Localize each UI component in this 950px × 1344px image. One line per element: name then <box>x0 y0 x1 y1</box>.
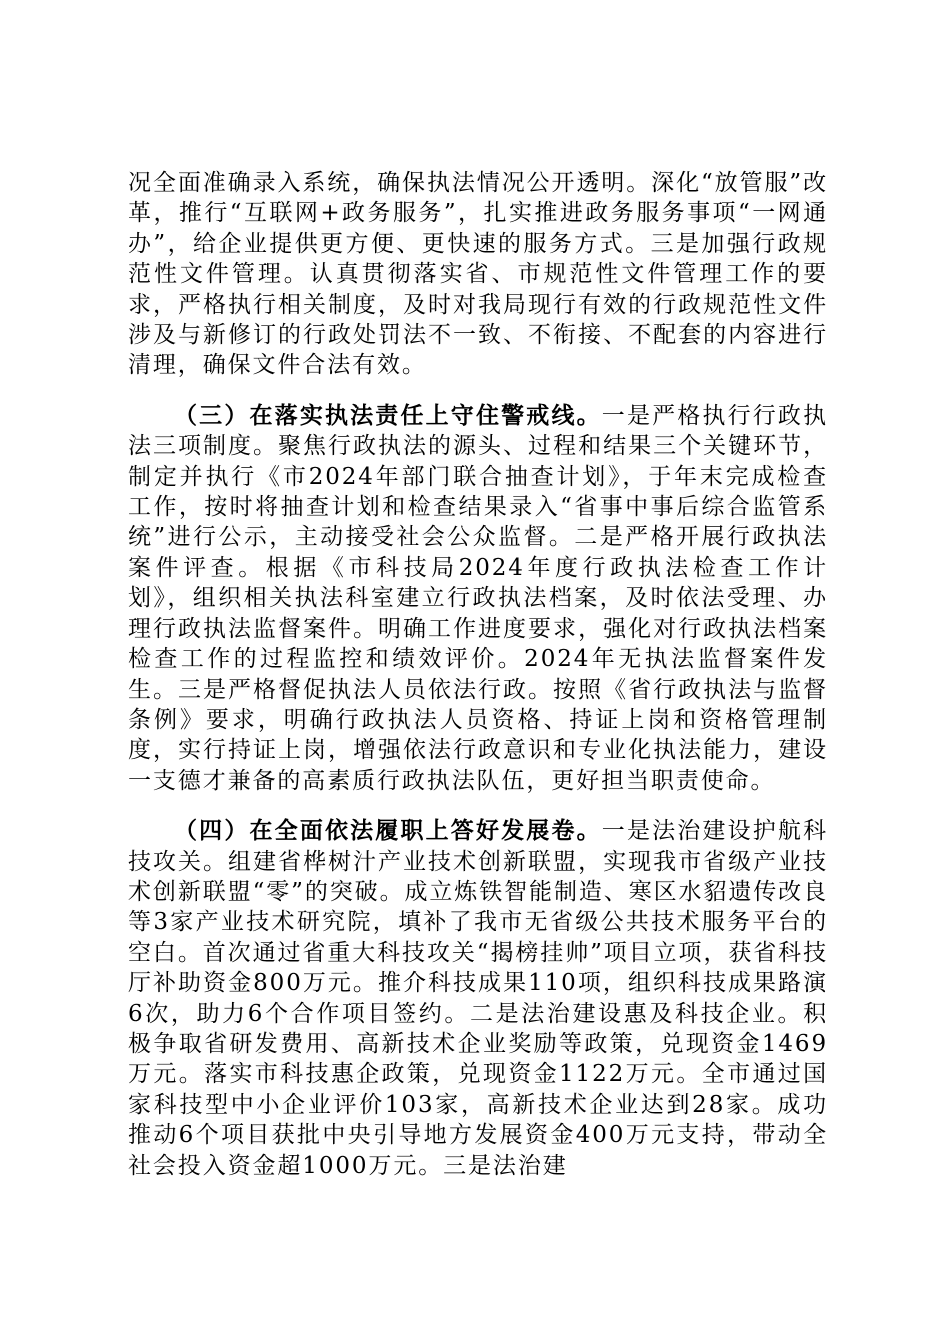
section-three-heading: （三）在落实执法责任上守住警戒线。 <box>174 401 602 429</box>
paragraph-section-three <box>128 401 828 796</box>
paragraph-text: 况全面准确录入系统，确保执法情况公开透明。深化“放管服”改革，推行“互联网+政务服务”，扎实推进政务服务事项“一网通办”，给企业提供更方便、更快速的服务方式。三是加强行政规范性文件管理。认真贯彻落实省、市规范性文件管理工作的要求，严格执行相关制度，及时对我局现行有效的行政规范性文件涉及与新修订的行政处罚法不一致、不衔接、不配套的内容进行清理，确保文件合法有效。 <box>128 170 828 379</box>
section-four-heading: （四）在全面依法履职上答好发展卷。 <box>174 817 602 845</box>
section-four-text: 一是法治建设护航科技攻关。组建省桦树汁产业技术创新联盟，实现我市省级产业技术创新联盟“零”的突破。成立炼铁智能制造、寒区水貂遗传改良等3家产业技术研究院，填补了我市无省级公共技术服务平台的空白。首次通过省重大科技攻关“揭榜挂帅”项目立项，获省科技厅补助资金800万元。推介科技成果110项，组织科技成果路演6次，助力6个合作项目签约。二是法治建设惠及科技企业。积极争取省研发费用、高新技术企业奖励等政策，兑现资金1469万元。落实市科技惠企政策，兑现资金1122万元。全市通过国家科技型中小企业评价103家，高新技术企业达到28家。成功推动6个项目获批中央引导地方发展资金400万元支持，带动全社会投入资金超1000万元。三是法治建 <box>128 818 828 1179</box>
section-three-text: 一是严格执行行政执法三项制度。聚焦行政执法的源头、过程和结果三个关键环节，制定并执行《市2024年部门联合抽查计划》，于年末完成检查工作，按时将抽查计划和检查结果录入“省事中事后综合监管系统”进行公示，主动接受社会公众监督。二是严格开展行政执法案件评查。根据《市科技局2024年度行政执法检查工作计划》，组织相关执法科室建立行政执法档案，及时依法受理、办理行政执法监督案件。明确工作进度要求，强化对行政执法档案检查工作的过程监控和绩效评价。2024年无执法监督案件发生。三是严格督促执法人员依法行政。按照《省行政执法与监督条例》要求，明确行政执法人员资格、持证上岗和资格管理制度，实行持证上岗，增强依法行政意识和专业化执法能力，建设一支德才兼备的高素质行政执法队伍，更好担当职责使命。 <box>128 402 828 794</box>
paragraph-section-four <box>128 816 828 1181</box>
document-body <box>128 168 828 1181</box>
paragraph-continued <box>128 168 828 381</box>
